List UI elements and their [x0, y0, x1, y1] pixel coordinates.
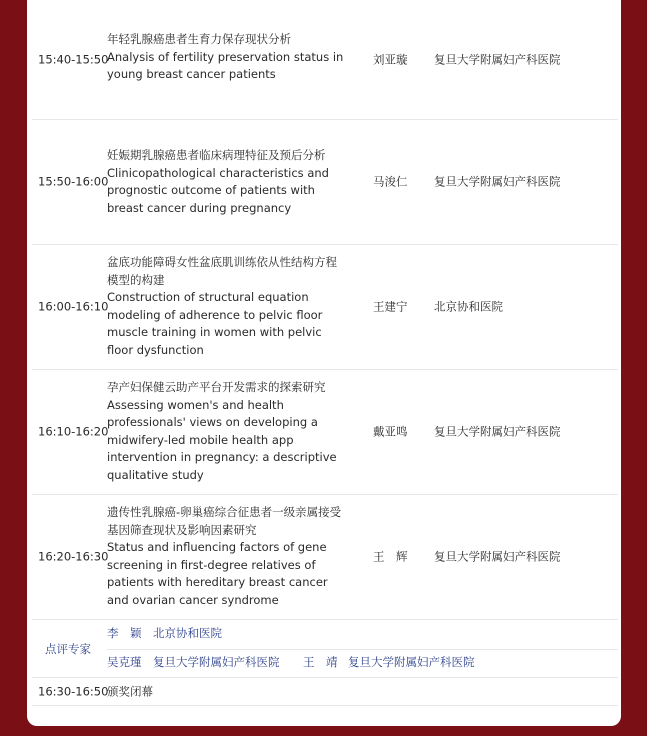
session-institution: 北京协和医院: [434, 299, 503, 314]
session-row: [32, 495, 618, 620]
reviewer-name: 李 颖: [107, 626, 142, 640]
session-talk: [107, 379, 347, 484]
agenda-panel: [27, 0, 621, 726]
session-time: 16:20-16:30: [38, 549, 109, 564]
session-title-cn: 盆底功能障碍女性盆底肌训练依从性结构方程模型的构建: [107, 255, 337, 287]
closing-row: [32, 678, 618, 706]
review-line-2: [107, 654, 475, 672]
session-time: 15:50-16:00: [38, 174, 109, 189]
session-time: 16:00-16:10: [38, 299, 109, 314]
session-institution: 复旦大学附属妇产科医院: [434, 424, 561, 439]
session-time: 15:40-15:50: [38, 51, 109, 66]
session-row: [32, 245, 618, 370]
review-divider: [107, 649, 618, 650]
reviewer-institution: 复旦大学附属妇产科医院: [348, 655, 475, 669]
closing-title: 颁奖闭幕: [107, 683, 153, 698]
session-talk: [107, 147, 347, 217]
reviewer-name: 王 靖: [303, 655, 338, 669]
session-title-cn: 妊娠期乳腺癌患者临床病理特征及预后分析: [107, 148, 326, 162]
session-talk: [107, 504, 347, 609]
session-speaker: 戴亚鸣: [373, 424, 408, 439]
session-speaker: 王 辉: [373, 549, 408, 564]
session-row: [32, 0, 618, 120]
review-experts-row: [32, 620, 618, 678]
session-title-en: Assessing women's and health professionals' views on developing a midwifery-led mobile health app intervention in pregnancy: a descriptive qualitative study: [107, 397, 337, 482]
session-talk: [107, 254, 347, 359]
session-title-en: Status and influencing factors of gene screening in first-degree relatives of patients with hereditary breast cancer and ovarian cancer syndrome: [107, 540, 328, 607]
session-row: [32, 120, 618, 245]
session-title-en: Clinicopathological characteristics and prognostic outcome of patients with breast cancer during pregnancy: [107, 165, 329, 215]
reviewer-institution: 北京协和医院: [153, 626, 222, 640]
review-line-1: [107, 625, 222, 643]
session-speaker: 马浚仁: [373, 174, 408, 189]
session-time: 16:10-16:20: [38, 424, 109, 439]
session-institution: 复旦大学附属妇产科医院: [434, 549, 561, 564]
session-title-en: Analysis of fertility preservation status in young breast cancer patients: [107, 49, 344, 81]
reviewer-institution: 复旦大学附属妇产科医院: [153, 655, 280, 669]
session-title-cn: 孕产妇保健云助产平台开发需求的探索研究: [107, 380, 326, 394]
reviewer-name: 吴克瑾: [107, 655, 142, 669]
session-row: [32, 370, 618, 495]
session-talk: [107, 31, 347, 84]
session-speaker: 王建宁: [373, 299, 408, 314]
session-institution: 复旦大学附属妇产科医院: [434, 51, 561, 66]
session-institution: 复旦大学附属妇产科医院: [434, 174, 561, 189]
closing-time: 16:30-16:50: [38, 683, 109, 698]
session-title-en: Construction of structural equation modeling of adherence to pelvic floor muscle training in women with pelvic floor dysfunction: [107, 290, 323, 357]
session-title-cn: 遗传性乳腺癌-卵巢癌综合征患者一级亲属接受基因筛查现状及影响因素研究: [107, 505, 342, 537]
review-label: 点评专家: [45, 642, 91, 656]
session-title-cn: 年轻乳腺癌患者生育力保存现状分析: [107, 32, 291, 46]
session-speaker: 刘亚璇: [373, 51, 408, 66]
